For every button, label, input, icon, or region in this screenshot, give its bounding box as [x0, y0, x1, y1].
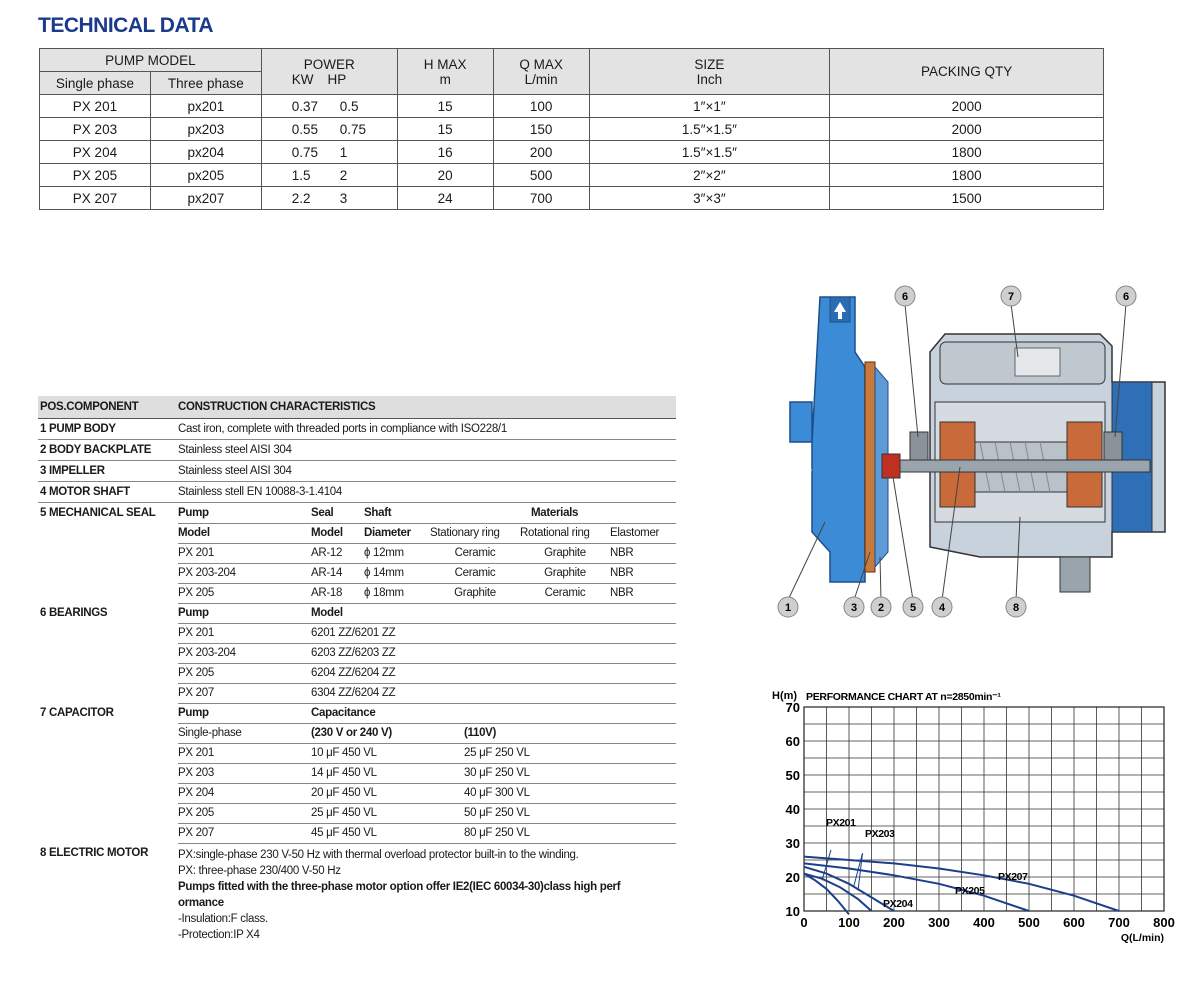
series-label-px203: PX203	[865, 828, 895, 840]
power-cell: 0.37 0.5	[261, 95, 397, 118]
technical-data-table	[39, 48, 1104, 210]
list-item: PX 204 20 μF 450 VL 40 μF 300 VL	[38, 783, 676, 803]
x-tick-label: 700	[1108, 915, 1130, 930]
callout-8	[1006, 597, 1026, 617]
table-cell: 100	[493, 95, 589, 118]
row-bearings: 6 BEARINGS Pump Model	[38, 603, 676, 623]
power-cell: 2.2 3	[261, 187, 397, 210]
row-mechanical-seal: 5 MECHANICAL SEAL Pump Seal Shaft Materials	[38, 503, 676, 523]
callout-4	[932, 597, 952, 617]
row-motor-shaft: 4 MOTOR SHAFT Stainless stell EN 10088-3-1.4104	[38, 482, 676, 503]
packing-header: PACKING QTY	[830, 49, 1104, 95]
list-item: PX 201 6201 ZZ/6201 ZZ	[38, 623, 676, 643]
table-cell: 2000	[830, 95, 1104, 118]
table-cell: px203	[150, 118, 261, 141]
y-tick-label: 20	[785, 870, 800, 885]
list-item: PX 203-204 6203 ZZ/6203 ZZ	[38, 643, 676, 663]
construction-header: POS.COMPONENT CONSTRUCTION CHARACTERISTICS	[38, 396, 676, 419]
table-row	[40, 164, 1104, 187]
table-cell: 200	[493, 141, 589, 164]
chart-title: PERFORMANCE CHART AT n=2850min⁻¹	[806, 691, 1001, 703]
svg-text:1: 1	[784, 602, 792, 614]
table-cell: 20	[397, 164, 493, 187]
performance-chart	[768, 683, 1188, 953]
series-label-px207: PX207	[998, 871, 1028, 883]
table-cell: 700	[493, 187, 589, 210]
three-phase-header: Three phase	[150, 72, 261, 95]
svg-text:6: 6	[1122, 291, 1130, 303]
table-cell: PX 205	[40, 164, 151, 187]
seal-subheader: Model Model Diameter Stationary ring Rotational ring Elastomer	[38, 523, 676, 543]
callout-2	[871, 597, 891, 617]
capacitor-subheader: Single-phase (230 V or 240 V) (110V)	[38, 723, 676, 743]
table-cell: 1800	[830, 141, 1104, 164]
list-item: PX 205 25 μF 450 VL 50 μF 250 VL	[38, 803, 676, 823]
table-cell: PX 204	[40, 141, 151, 164]
svg-text:8: 8	[1012, 602, 1020, 614]
svg-text:2: 2	[877, 602, 885, 614]
list-item: PX 205 AR-18 ϕ 18mm Graphite Ceramic NBR	[38, 583, 676, 603]
series-label-px201: PX201	[826, 817, 856, 829]
callout-6	[895, 286, 915, 306]
list-item: PX 203 14 μF 450 VL 30 μF 250 VL	[38, 763, 676, 783]
series-label-px205: PX205	[955, 885, 985, 897]
list-item: PX 203-204 AR-14 ϕ 14mm Ceramic Graphite NBR	[38, 563, 676, 583]
table-cell: 3″×3″	[589, 187, 830, 210]
power-cell: 1.5 2	[261, 164, 397, 187]
list-item: PX 205 6204 ZZ/6204 ZZ	[38, 663, 676, 683]
svg-text:6: 6	[901, 291, 909, 303]
construction-table	[38, 396, 676, 943]
table-cell: 2000	[830, 118, 1104, 141]
table-cell: 500	[493, 164, 589, 187]
row-impeller: 3 IMPELLER Stainless steel AISI 304	[38, 461, 676, 482]
x-tick-label: 200	[883, 915, 905, 930]
table-cell: px204	[150, 141, 261, 164]
y-tick-label: 70	[785, 700, 800, 715]
y-tick-label: 30	[785, 836, 800, 851]
row-capacitor: 7 CAPACITOR Pump Capacitance	[38, 703, 676, 723]
table-cell: px205	[150, 164, 261, 187]
size-header: SIZE Inch	[589, 49, 830, 95]
callout-7	[1001, 286, 1021, 306]
row-electric-motor: 8 ELECTRIC MOTOR PX:single-phase 230 V-50 Hz with thermal overload protector built-in to the winding. PX: three-phase 230/400 V-50 Hz Pumps fitted with the three-phase motor option offer IE2(IEC 60034-30)class high perf ormance -Insulation:F class. -Protection:IP X4	[40, 847, 621, 941]
x-tick-label: 500	[1018, 915, 1040, 930]
x-tick-label: 600	[1063, 915, 1085, 930]
table-cell: 1.5″×1.5″	[589, 141, 830, 164]
qmax-header: Q MAX L/min	[493, 49, 589, 95]
table-cell: 24	[397, 187, 493, 210]
row-pump-body: 1 PUMP BODY Cast iron, complete with threaded ports in compliance with ISO228/1	[38, 419, 676, 440]
svg-text:3: 3	[850, 602, 858, 614]
table-cell: 1″×1″	[589, 95, 830, 118]
hmax-header: H MAX m	[397, 49, 493, 95]
table-cell: 16	[397, 141, 493, 164]
x-tick-label: 300	[928, 915, 950, 930]
x-tick-label: 800	[1153, 915, 1175, 930]
table-cell: 1800	[830, 164, 1104, 187]
table-cell: px201	[150, 95, 261, 118]
pump-cutaway-diagram	[770, 282, 1170, 622]
table-cell: PX 203	[40, 118, 151, 141]
table-cell: 15	[397, 95, 493, 118]
x-tick-label: 0	[800, 915, 808, 930]
table-cell: px207	[150, 187, 261, 210]
list-item: PX 207 45 μF 450 VL 80 μF 250 VL	[38, 823, 676, 843]
table-cell: 150	[493, 118, 589, 141]
list-item: PX 207 6304 ZZ/6204 ZZ	[38, 683, 676, 703]
list-item: PX 201 10 μF 450 VL 25 μF 250 VL	[38, 743, 676, 763]
y-tick-label: 10	[785, 904, 800, 919]
table-cell: PX 207	[40, 187, 151, 210]
table-cell: 1500	[830, 187, 1104, 210]
callout-6	[1116, 286, 1136, 306]
callout-3	[844, 597, 864, 617]
callout-5	[903, 597, 923, 617]
table-row	[40, 141, 1104, 164]
page-title: TECHNICAL DATA	[38, 14, 213, 37]
power-cell: 0.55 0.75	[261, 118, 397, 141]
y-tick-label: 60	[785, 734, 800, 749]
x-tick-label: 400	[973, 915, 995, 930]
svg-text:7: 7	[1007, 291, 1015, 303]
pump-model-header: PUMP MODEL	[40, 49, 262, 72]
svg-text:4: 4	[938, 602, 946, 614]
y-tick-label: 40	[785, 802, 800, 817]
x-axis-label: Q(L/min)	[1120, 932, 1164, 944]
single-phase-header: Single phase	[40, 72, 151, 95]
list-item: PX 201 AR-12 ϕ 12mm Ceramic Graphite NBR	[38, 543, 676, 563]
table-row	[40, 95, 1104, 118]
table-cell: 2″×2″	[589, 164, 830, 187]
y-tick-label: 50	[785, 768, 800, 783]
row-body-backplate: 2 BODY BACKPLATE Stainless steel AISI 304	[38, 440, 676, 461]
power-header: POWER KW HP	[261, 49, 397, 95]
svg-text:5: 5	[909, 602, 917, 614]
x-tick-label: 100	[838, 915, 860, 930]
leader-line	[858, 853, 863, 890]
power-cell: 0.75 1	[261, 141, 397, 164]
table-cell: 1.5″×1.5″	[589, 118, 830, 141]
table-cell: 15	[397, 118, 493, 141]
table-cell: PX 201	[40, 95, 151, 118]
table-row	[40, 118, 1104, 141]
y-axis-label: H(m)	[772, 690, 798, 702]
table-row	[40, 187, 1104, 210]
series-label-px204: PX204	[883, 898, 913, 910]
callout-1	[778, 597, 798, 617]
